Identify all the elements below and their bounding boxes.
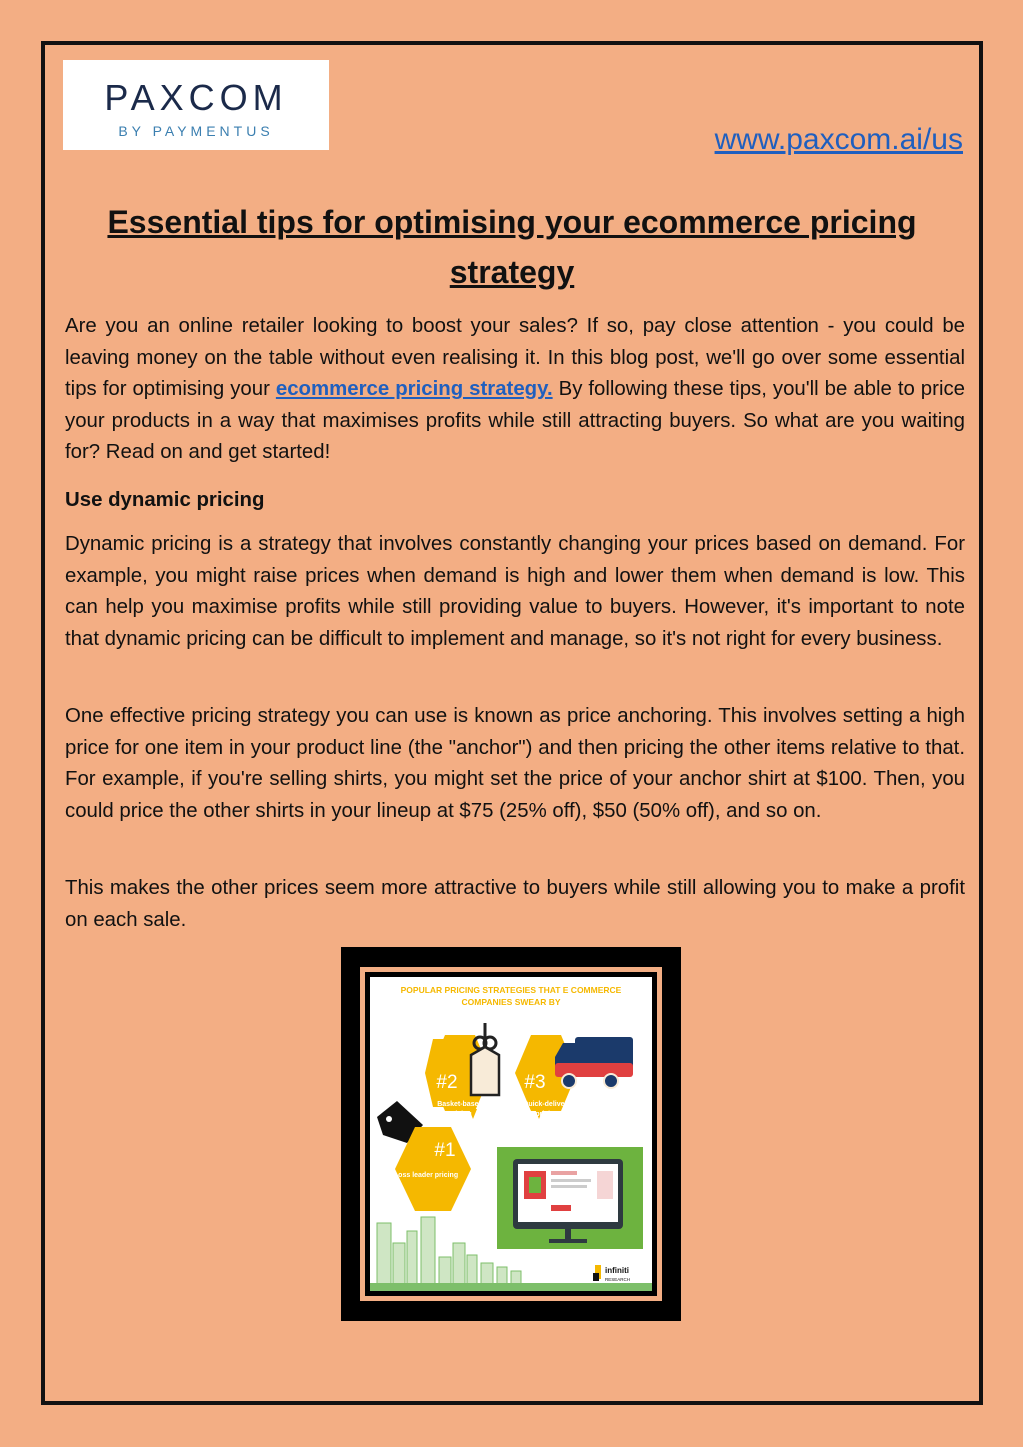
item-2-label-line1: Basket-based [437, 1101, 483, 1108]
attractive-prices-paragraph: This makes the other prices seem more attractive to buyers while still allowing you to make a profit on each sale. [65, 877, 965, 931]
infiniti-research-logo [593, 1265, 630, 1282]
monitor-panel [497, 1147, 643, 1249]
logo-main-text: PAXCOM [104, 77, 288, 118]
item-2-label-line2: pricing [448, 1111, 472, 1118]
website-link[interactable]: www.paxcom.ai/us [714, 123, 963, 156]
dynamic-pricing-paragraph: Dynamic pricing is a strategy that involves constantly changing your prices based on demand. For example, you might raise prices when demand is high and lower them when demand is low. This can help you maximise profits while still providing value to buyers. However, it's important to note that dynamic pricing can be difficult to implement and manage, so it's not right for every business. [65, 533, 965, 650]
document-frame [41, 41, 983, 1405]
source-main-text: infiniti [605, 1266, 629, 1275]
paxcom-logo [63, 60, 329, 150]
item-3-number: #3 [524, 1072, 546, 1093]
ecommerce-pricing-strategy-link[interactable]: ecommerce pricing strategy. [275, 378, 553, 401]
article-title: Essential tips for optimising your ecommerce pricing strategy [107, 204, 917, 290]
item-3-label-line2: pricing [535, 1111, 559, 1118]
item-1-number: #1 [434, 1140, 456, 1161]
item-2-number: #2 [436, 1072, 458, 1093]
pricing-strategies-infographic [341, 947, 681, 1321]
item-1-label: Loss leader pricing [393, 1172, 459, 1179]
logo-sub-text: BY PAYMENTUS [118, 123, 274, 139]
infographic-heading-line1: POPULAR PRICING STRATEGIES THAT E COMMERCE [400, 985, 622, 995]
intro-paragraph [65, 311, 965, 469]
infographic-heading-line2: COMPANIES SWEAR BY [461, 997, 561, 1007]
section-heading: Use dynamic pricing [65, 489, 265, 511]
source-sub-text: RESEARCH [605, 1277, 631, 1282]
price-anchoring-paragraph: One effective pricing strategy you can use is known as price anchoring. This involves setting a high price for one item in your product line (the "anchor") and then pricing the other items relative to that. For example, if you're selling shirts, you might set the price of your anchor shirt at $100. Then, you could price the other shirts in your lineup at $75 (25% off), $50 (50% off), and so on. [65, 705, 965, 822]
intro-text-after: By following these tips, you'll be able to price your products in a way that maximises profits while still attracting buyers. So what are you waiting for? Read on and get started! [65, 378, 966, 464]
item-3-label-line1: Quick-delivery [522, 1101, 572, 1108]
intro-text-before: Are you an online retailer looking to boost your sales? If so, pay close attention - you could be leaving money on the table without even realising it. In this blog post, we'll go over some essential tips for optimising your [65, 315, 965, 401]
